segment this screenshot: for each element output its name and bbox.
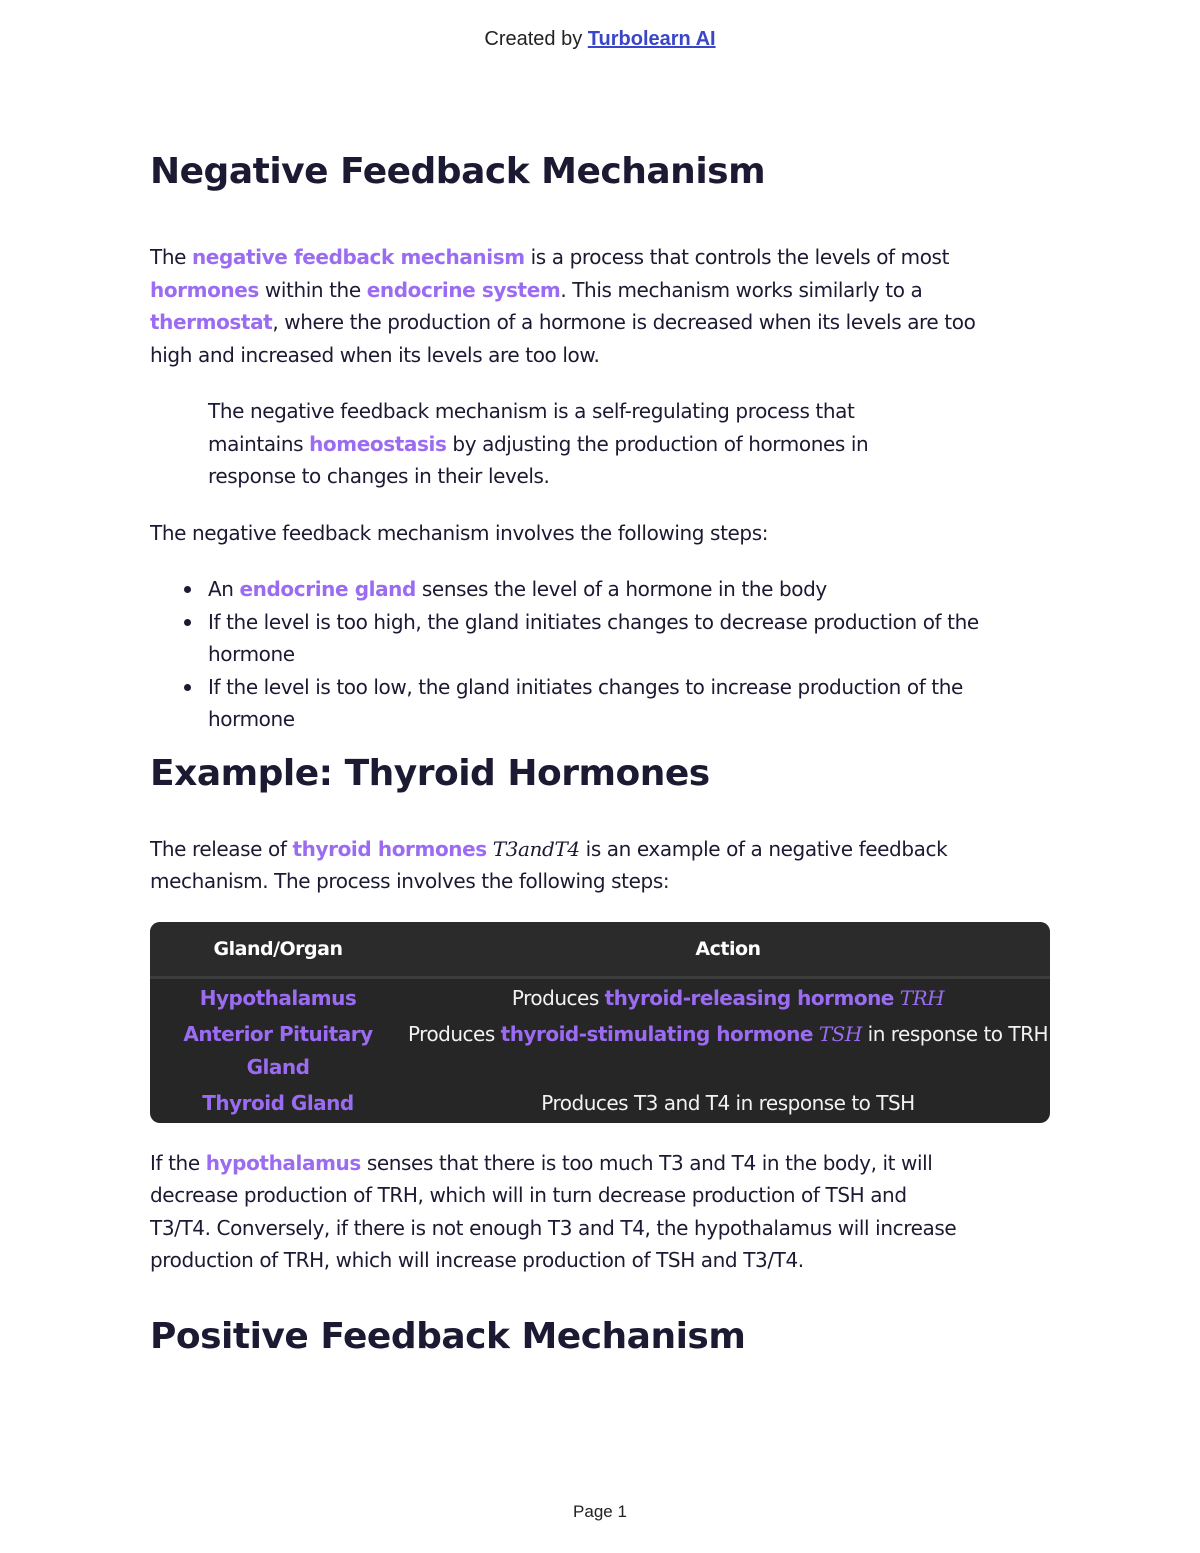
page-credit [0,28,1200,51]
term-hormones: hormones [150,277,259,302]
credit-label: Created by [484,28,583,50]
turbolearn-link[interactable]: Turbolearn AI [587,28,716,50]
term-thermostat: thermostat [150,310,273,335]
term-homeostasis: homeostasis [309,431,447,456]
table-row [150,1085,1050,1123]
math-t3-t4: T3andT4 [492,836,580,861]
section-heading-positive-feedback: Positive Feedback Mechanism [150,1315,746,1357]
intro-paragraph: The negative feedback mechanism is a process that controls the levels of most hormones within the endocrine system. This mechanism works similarly to a thermostat, where the production of a hormone is decreased when its levels are too high and increased when its levels are too low. [150,245,976,367]
section-heading-negative-feedback: Negative Feedback Mechanism [150,151,766,192]
list-item: An endocrine gland senses the level of a hormone in the body [208,573,1050,606]
column-header-action: Action [406,922,1050,979]
table-row [150,1016,1050,1085]
math-tsh: TSH [818,1022,862,1047]
gland-cell: Anterior Pituitary Gland [183,1022,373,1079]
table-row [150,979,1050,1017]
thyroid-table [150,922,1050,1123]
bullet-icon [184,619,191,626]
steps-list [150,573,1050,736]
closing-paragraph: If the hypothalamus senses that there is too much T3 and T4 in the body, it will decrease production of TRH, which will in turn decrease production of TSH and T3/T4. Conversely, if there is not enough T3 and T4, the hypothalamus will increase production of TRH, which will increase production of TSH and T3/T4. [150,1150,957,1273]
bullet-icon [184,586,191,593]
blockquote: The negative feedback mechanism is a self-regulating process that maintains homeostasis by adjusting the production of hormones in response to changes in their levels. [208,399,869,489]
gland-cell: Thyroid Gland [202,1091,354,1116]
term-endocrine-system: endocrine system [366,277,561,302]
page-number: Page 1 [573,1502,627,1521]
document-body [150,150,1050,1358]
action-cell: Produces thyroid-stimulating hormone TSH in response to TRH [407,1022,1049,1047]
section-heading-thyroid-example: Example: Thyroid Hormones [150,752,710,794]
table-header-row [150,922,1050,979]
term-endocrine-gland: endocrine gland [239,577,416,602]
column-header-gland: Gland/Organ [150,922,406,979]
term-hypothalamus: hypothalamus [205,1150,361,1175]
term-thyroid-hormones: thyroid hormones [292,836,487,861]
action-cell: Produces thyroid-releasing hormone TRH [511,985,945,1010]
bullet-icon [184,684,191,691]
action-cell: Produces T3 and T4 in response to TSH [541,1091,915,1116]
list-item: If the level is too low, the gland initiates changes to increase production of the hormone [208,671,1050,736]
thyroid-intro: The release of thyroid hormones T3andT4 is an example of a negative feedback mechanism. The process involves the following steps: [150,836,948,894]
math-trh: TRH [899,985,945,1010]
term-negative-feedback: negative feedback mechanism [191,245,525,270]
list-item: If the level is too high, the gland initiates changes to decrease production of the hormone [208,606,1050,671]
gland-cell: Hypothalamus [199,985,357,1010]
steps-intro: The negative feedback mechanism involves the following steps: [150,520,769,545]
